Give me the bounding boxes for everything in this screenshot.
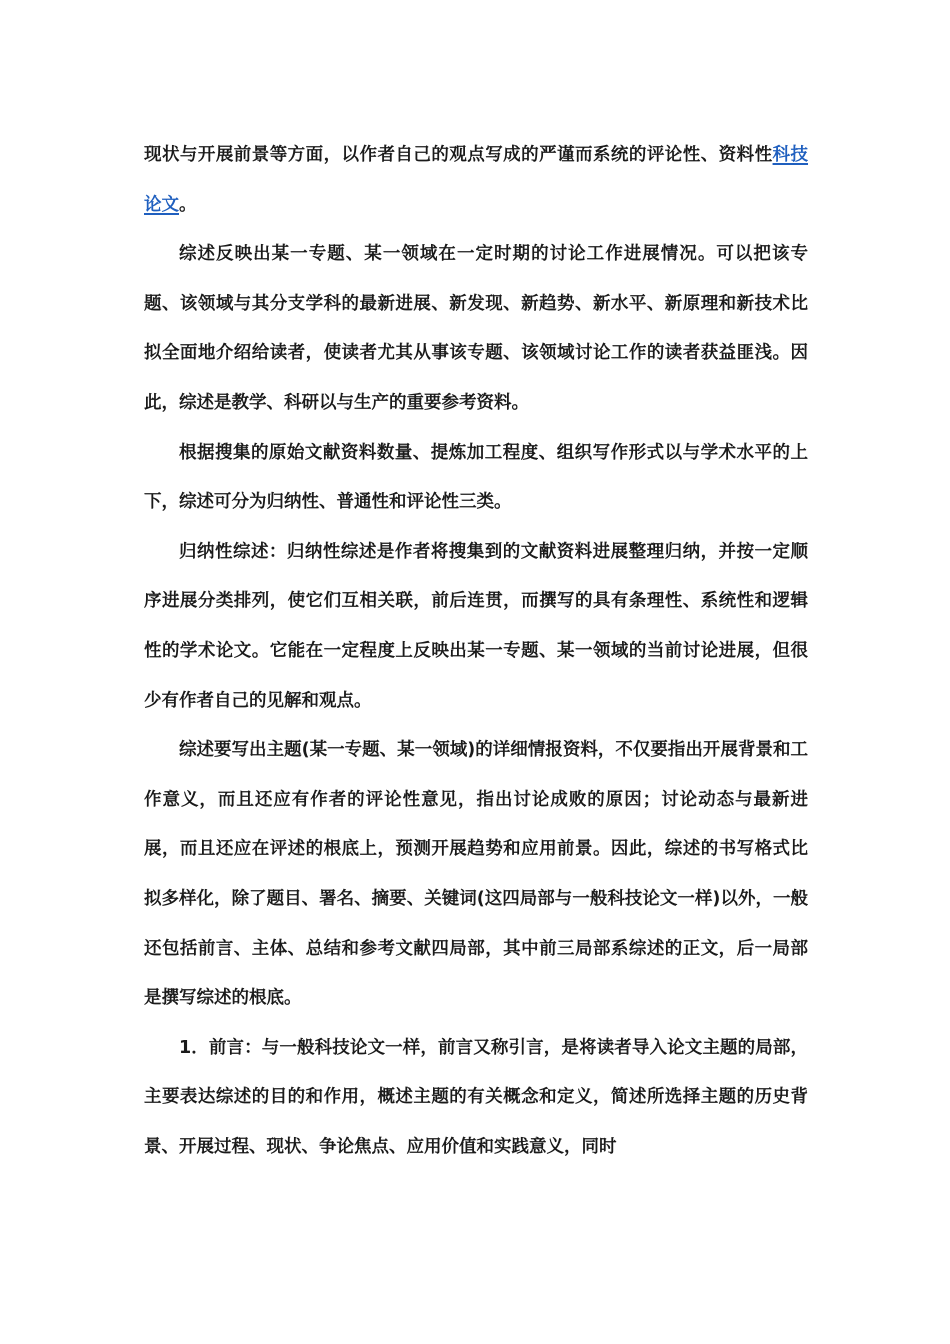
body-text — [144, 131, 808, 1172]
paragraph-text: 1．前言：与一般科技论文一样，前言又称引言，是将读者导入论文主题的局部，主要表达综述的目的和作用，概述主题的有关概念和定义，简述所选择主题的历史背景、开展过程、现状、争论焦点、应用价值和实践意义，同时 — [144, 1037, 808, 1157]
paragraph-text: 现状与开展前景等方面，以作者自己的观点写成的严谨而系统的评论性、资料性 — [144, 145, 773, 165]
paragraph-continued — [144, 131, 808, 230]
paragraph-inductive-review — [144, 528, 808, 726]
paragraph-review-types — [144, 429, 808, 528]
paragraph-text: 根据搜集的原始文献资料数量、提炼加工程度、组织写作形式以与学术水平的上下，综述可分为归纳性、普通性和评论性三类。 — [144, 442, 808, 513]
paragraph-text: 综述要写出主题(某一专题、某一领域)的详细情报资料，不仅要指出开展背景和工作意义，而且还应有作者的评论性意见，指出讨论成败的原因；讨论动态与最新进展，而且还应在评述的根底上，预测开展趋势和应用前景。因此，综述的书写格式比拟多样化，除了题目、署名、摘要、关键词(这四局部与一般科技论文一样)以外，一般还包括前言、主体、总结和参考文献四局部，其中前三局部系综述的正文，后一局部是撰写综述的根底。 — [144, 740, 808, 1009]
paragraph-text: 归纳性综述：归纳性综述是作者将搜集到的文献资料进展整理归纳，并按一定顺序进展分类排列，使它们互相关联，前后连贯，而撰写的具有条理性、系统性和逻辑性的学术论文。它能在一定程度上反映出某一专题、某一领域的当前讨论进展，但很少有作者自己的见解和观点。 — [144, 541, 808, 711]
paragraph-text: 。 — [179, 194, 197, 215]
paragraph-review-definition — [144, 230, 808, 428]
paragraph-preface — [144, 1024, 808, 1173]
tech-paper-link[interactable]: 科技论文 — [144, 145, 809, 215]
paragraph-review-format — [144, 726, 808, 1024]
paragraph-text: 综述反映出某一专题、某一领域在一定时期的讨论工作进展情况。可以把该专题、该领域与其分支学科的最新进展、新发现、新趋势、新水平、新原理和新技术比拟全面地介绍给读者，使读者尤其从事该专题、该领域讨论工作的读者获益匪浅。因此，综述是教学、科研以与生产的重要参考资料。 — [144, 244, 808, 413]
